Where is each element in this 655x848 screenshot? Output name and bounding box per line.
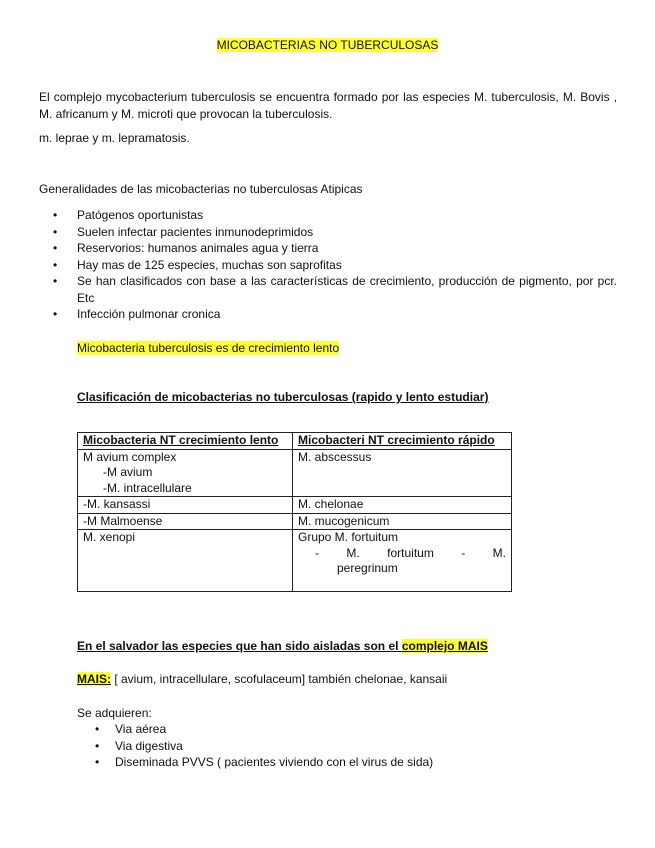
table-cell: M. chelonae bbox=[293, 497, 512, 514]
col-header-lento: Micobacteria NT crecimiento lento bbox=[78, 433, 293, 450]
table-row bbox=[78, 513, 512, 530]
table-row bbox=[78, 449, 512, 497]
table-cell: M. xenopi bbox=[78, 530, 293, 592]
list-item: • Diseminada PVVS ( pacientes viviendo con el virus de sida) bbox=[115, 754, 433, 771]
title-container bbox=[0, 38, 655, 52]
salvador-text: En el salvador las especies que han sido aisladas son el bbox=[77, 639, 402, 653]
table-cell bbox=[293, 530, 512, 592]
list-item: • Se han clasificados con base a las características de crecimiento, producción de pigmento, por pcr. Etc bbox=[77, 273, 617, 306]
table-cell: -M Malmoense bbox=[78, 513, 293, 530]
col-header-rapido: Micobacteri NT crecimiento rápido bbox=[293, 433, 512, 450]
salvador-highlight: complejo MAIS bbox=[401, 639, 488, 653]
list-item: • Reservorios: humanos animales agua y tierra bbox=[77, 240, 617, 257]
table-cell: M. mucogenicum bbox=[293, 513, 512, 530]
cell-main: M avium complex bbox=[83, 449, 177, 464]
intro-paragraph: El complejo mycobacterium tuberculosis se encuentra formado por las especies M. tuberculosis, M. Bovis , M. africanum y M. microti que provocan la tuberculosis. bbox=[39, 90, 617, 121]
adquieren-heading: Se adquieren: bbox=[77, 706, 152, 720]
cell-sub: -M avium bbox=[103, 465, 153, 479]
document-title: MICOBACTERIAS NO TUBERCULOSAS bbox=[216, 38, 439, 52]
mais-text: [ avium, intracellulare, scofulaceum] también chelonae, kansaii bbox=[111, 672, 448, 686]
table-cell: -M. kansassi bbox=[78, 497, 293, 514]
list-item: • Hay mas de 125 especies, muchas son saprofitas bbox=[77, 257, 617, 274]
list-item: • Via aérea bbox=[115, 721, 433, 738]
salvador-heading bbox=[77, 639, 488, 653]
table-header-row bbox=[78, 433, 512, 450]
table-row bbox=[78, 497, 512, 514]
list-item: • Patógenos oportunistas bbox=[77, 207, 617, 224]
generalidades-heading: Generalidades de las micobacterias no tuberculosas Atipicas bbox=[39, 182, 363, 196]
mais-label: MAIS: bbox=[77, 672, 111, 686]
fortuitum-subitem: - M. fortuitum - M. peregrinum bbox=[315, 545, 506, 575]
table-cell: M. abscessus bbox=[293, 449, 512, 497]
lento-note bbox=[77, 341, 339, 355]
list-item: • Suelen infectar pacientes inmunodeprimidos bbox=[77, 224, 617, 241]
table-row bbox=[78, 530, 512, 592]
list-item: • Via digestiva bbox=[115, 738, 433, 755]
lento-note-text: Micobacteria tuberculosis es de crecimiento lento bbox=[77, 341, 340, 355]
classification-table bbox=[77, 432, 512, 592]
list-item: • Infección pulmonar cronica bbox=[77, 306, 617, 323]
generalidades-list bbox=[39, 207, 617, 323]
clasificacion-heading: Clasificación de micobacterias no tuberculosas (rapido y lento estudiar) bbox=[77, 390, 489, 404]
adquieren-list bbox=[77, 721, 433, 771]
cell-main: Grupo M. fortuitum bbox=[298, 530, 399, 544]
mais-line bbox=[77, 672, 447, 686]
intro-paragraph-2: m. leprae y m. lepramatosis. bbox=[39, 131, 190, 145]
cell-sub: -M. intracellulare bbox=[103, 480, 192, 495]
table-cell bbox=[78, 449, 293, 497]
